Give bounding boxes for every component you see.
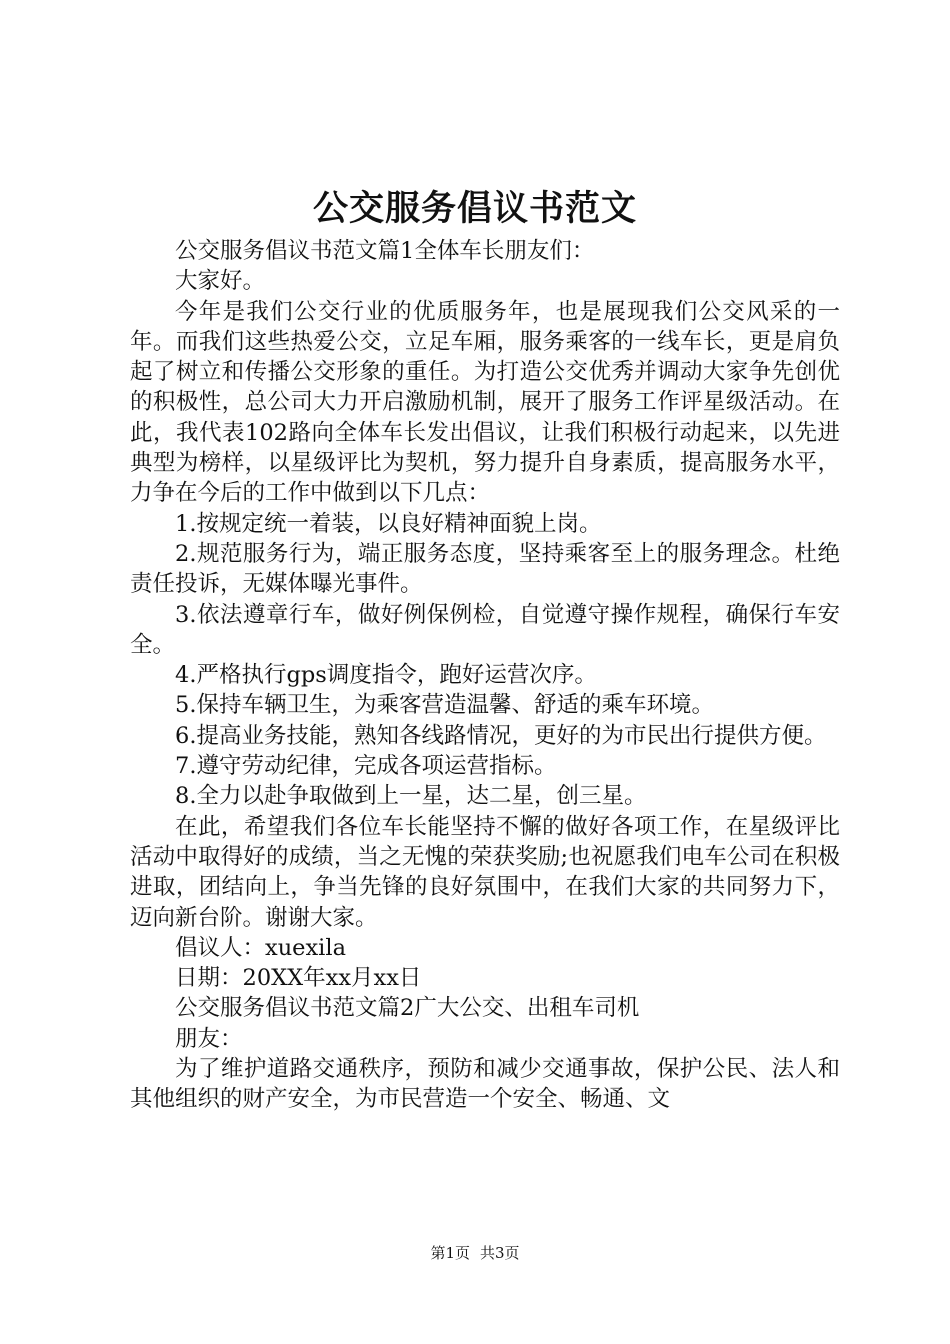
paragraph: 7.遵守劳动纪律，完成各项运营指标。 [175, 753, 557, 780]
paragraph: 4.严格执行gps调度指令，跑好运营次序。 [175, 662, 597, 689]
paragraph: 1.按规定统一着装，以良好精神面貌上岗。 [175, 510, 602, 537]
page-total: 共3页 [480, 1244, 520, 1262]
page-footer [0, 1243, 950, 1263]
paragraph: 公交服务倡议书范文篇1全体车长朋友们： [175, 238, 595, 264]
paragraph: 3.依法遵章行车，做好例保例检，自觉遵守操作规程，确保行车安全。 [130, 601, 840, 658]
paragraph: 6.提高业务技能，熟知各线路情况，更好的为市民出行提供方便。 [175, 722, 827, 749]
paragraph: 8.全力以赴争取做到上一星，达二星，创三星。 [175, 783, 647, 810]
document-body [130, 236, 840, 1115]
paragraph: 大家好。 [175, 268, 266, 295]
paragraph: 5.保持车辆卫生，为乘客营造温馨、舒适的乘车环境。 [175, 692, 714, 719]
paragraph: 今年是我们公交行业的优质服务年，也是展现我们公交风采的一年。而我们这些热爱公交，立足车厢，服务乘客的一线车长，更是肩负起了树立和传播公交形象的重任。为打造公交优秀并调动大家争先创优的积极性，总公司大力开启激励机制，展开了服务工作评星级活动。在此，我代表102路向全体车长发出倡议，让我们积极行动起来，以先进典型为榜样，以星级评比为契机，努力提升自身素质，提高服务水平，力争在今后的工作中做到以下几点： [130, 298, 840, 507]
paragraph: 倡议人：xuexila [175, 934, 346, 961]
paragraph: 公交服务倡议书范文篇2广大公交、出租车司机 [175, 995, 640, 1022]
paragraph: 朋友： [175, 1025, 243, 1052]
document-title: 公交服务倡议书范文 [312, 188, 637, 229]
paragraph: 在此，希望我们各位车长能坚持不懈的做好各项工作，在星级评比活动中取得好的成绩，当之无愧的荣获奖励;也祝愿我们电车公司在积极进取，团结向上，争当先锋的良好氛围中，在我们大家的共同努力下，迈向新台阶。谢谢大家。 [130, 813, 840, 931]
page-number: 第1页 [430, 1244, 470, 1262]
paragraph: 为了维护道路交通秩序，预防和减少交通事故，保护公民、法人和其他组织的财产安全，为市民营造一个安全、畅通、文 [130, 1056, 840, 1113]
paragraph: 2.规范服务行为，端正服务态度，坚持乘客至上的服务理念。杜绝责任投诉，无媒体曝光事件。 [130, 540, 840, 598]
paragraph: 日期：20XX年xx月xx日 [175, 965, 422, 992]
